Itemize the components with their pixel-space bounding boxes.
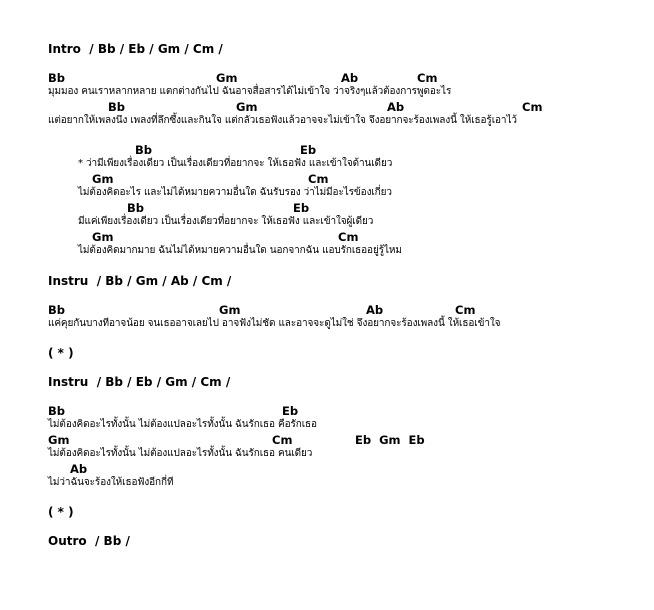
chord: Eb bbox=[282, 404, 299, 418]
lyric-line: แต่อยากให้เพลงนึง เพลงที่ลึกซึ้งและกินใจ แต่กลัวเธอฟังแล้วอาจจะไม่เข้าใจ จึงอยากจะร้องเพลงนี้ ให้เธอรู้เอาไว้ bbox=[48, 115, 517, 126]
chord: Gm bbox=[236, 100, 258, 114]
chord: Ab bbox=[387, 100, 405, 114]
chord: Gm bbox=[219, 303, 241, 317]
chord: Cm bbox=[308, 172, 329, 186]
chord: Bb bbox=[48, 303, 65, 317]
chord: Gm bbox=[216, 71, 238, 85]
outro-line: Outro / Bb / bbox=[48, 534, 130, 548]
lyric-line: แค่คุยกันบางทีอาจน้อย จนเธออาจเลยไป อาจฟังไม่ชัด และอาจจะดูไม่ใช่ จึงอยากจะร้องเพลงนี้ ให้เธอเข้าใจ bbox=[48, 318, 501, 329]
chord: Gm bbox=[92, 230, 114, 244]
chord: Cm bbox=[417, 71, 438, 85]
lyric-line: ไม่ต้องคิดอะไร และไม่ได้หมายความอื่นใด ฉันรับรอง ว่าไม่มีอะไรข้องเกี่ยว bbox=[78, 187, 392, 198]
chord: Cm bbox=[272, 433, 293, 447]
chord: Bb bbox=[108, 100, 125, 114]
repeat-chorus-marker: ( * ) bbox=[48, 505, 74, 519]
chord: Bb bbox=[48, 71, 65, 85]
instrumental-line: Instru / Bb / Eb / Gm / Cm / bbox=[48, 375, 231, 389]
lyric-line: ไม่ต้องคิดมากมาย ฉันไม่ได้หมายความอื่นใด นอกจากฉัน แอบรักเธออยู่รู้ไหม bbox=[78, 245, 402, 256]
chord: Cm bbox=[338, 230, 359, 244]
chord: Eb Gm Eb bbox=[355, 433, 425, 447]
lyric-line: * ว่ามีเพียงเรื่องเดียว เป็นเรื่องเดียวที่อยากจะ ให้เธอฟัง และเข้าใจด้านเดียว bbox=[78, 158, 393, 169]
lyric-line: ไม่ต้องคิดอะไรทั้งนั้น ไม่ต้องแปลอะไรทั้งนั้น ฉันรักเธอ คนเดียว bbox=[48, 448, 313, 459]
chord: Bb bbox=[48, 404, 65, 418]
chord: Gm bbox=[48, 433, 70, 447]
repeat-chorus-marker: ( * ) bbox=[48, 346, 74, 360]
chord: Ab bbox=[70, 462, 88, 476]
chord: Ab bbox=[341, 71, 359, 85]
chord: Cm bbox=[455, 303, 476, 317]
chord: Bb bbox=[135, 143, 152, 157]
chord: Bb bbox=[127, 201, 144, 215]
chord: Eb bbox=[293, 201, 310, 215]
intro-line: Intro / Bb / Eb / Gm / Cm / bbox=[48, 42, 223, 56]
chord: Gm bbox=[92, 172, 114, 186]
chord: Eb bbox=[300, 143, 317, 157]
lyric-line: มีแค่เพียงเรื่องเดียว เป็นเรื่องเดียวที่อยากจะ ให้เธอฟัง และเข้าใจผู้เดียว bbox=[78, 216, 374, 227]
instrumental-line: Instru / Bb / Gm / Ab / Cm / bbox=[48, 274, 232, 288]
lyric-line: มุมมอง คนเราหลากหลาย แตกต่างกันไป ฉันอาจสื่อสารได้ไม่เข้าใจ ว่าจริงๆแล้วต้องการพูดอะไร bbox=[48, 86, 452, 97]
lyric-line: ไม่ต้องคิดอะไรทั้งนั้น ไม่ต้องแปลอะไรทั้งนั้น ฉันรักเธอ คือรักเธอ bbox=[48, 419, 317, 430]
chord: Ab bbox=[366, 303, 384, 317]
chord: Cm bbox=[522, 100, 543, 114]
lyric-line: ไม่ว่าฉันจะร้องให้เธอฟังอีกกี่ที bbox=[48, 477, 174, 488]
